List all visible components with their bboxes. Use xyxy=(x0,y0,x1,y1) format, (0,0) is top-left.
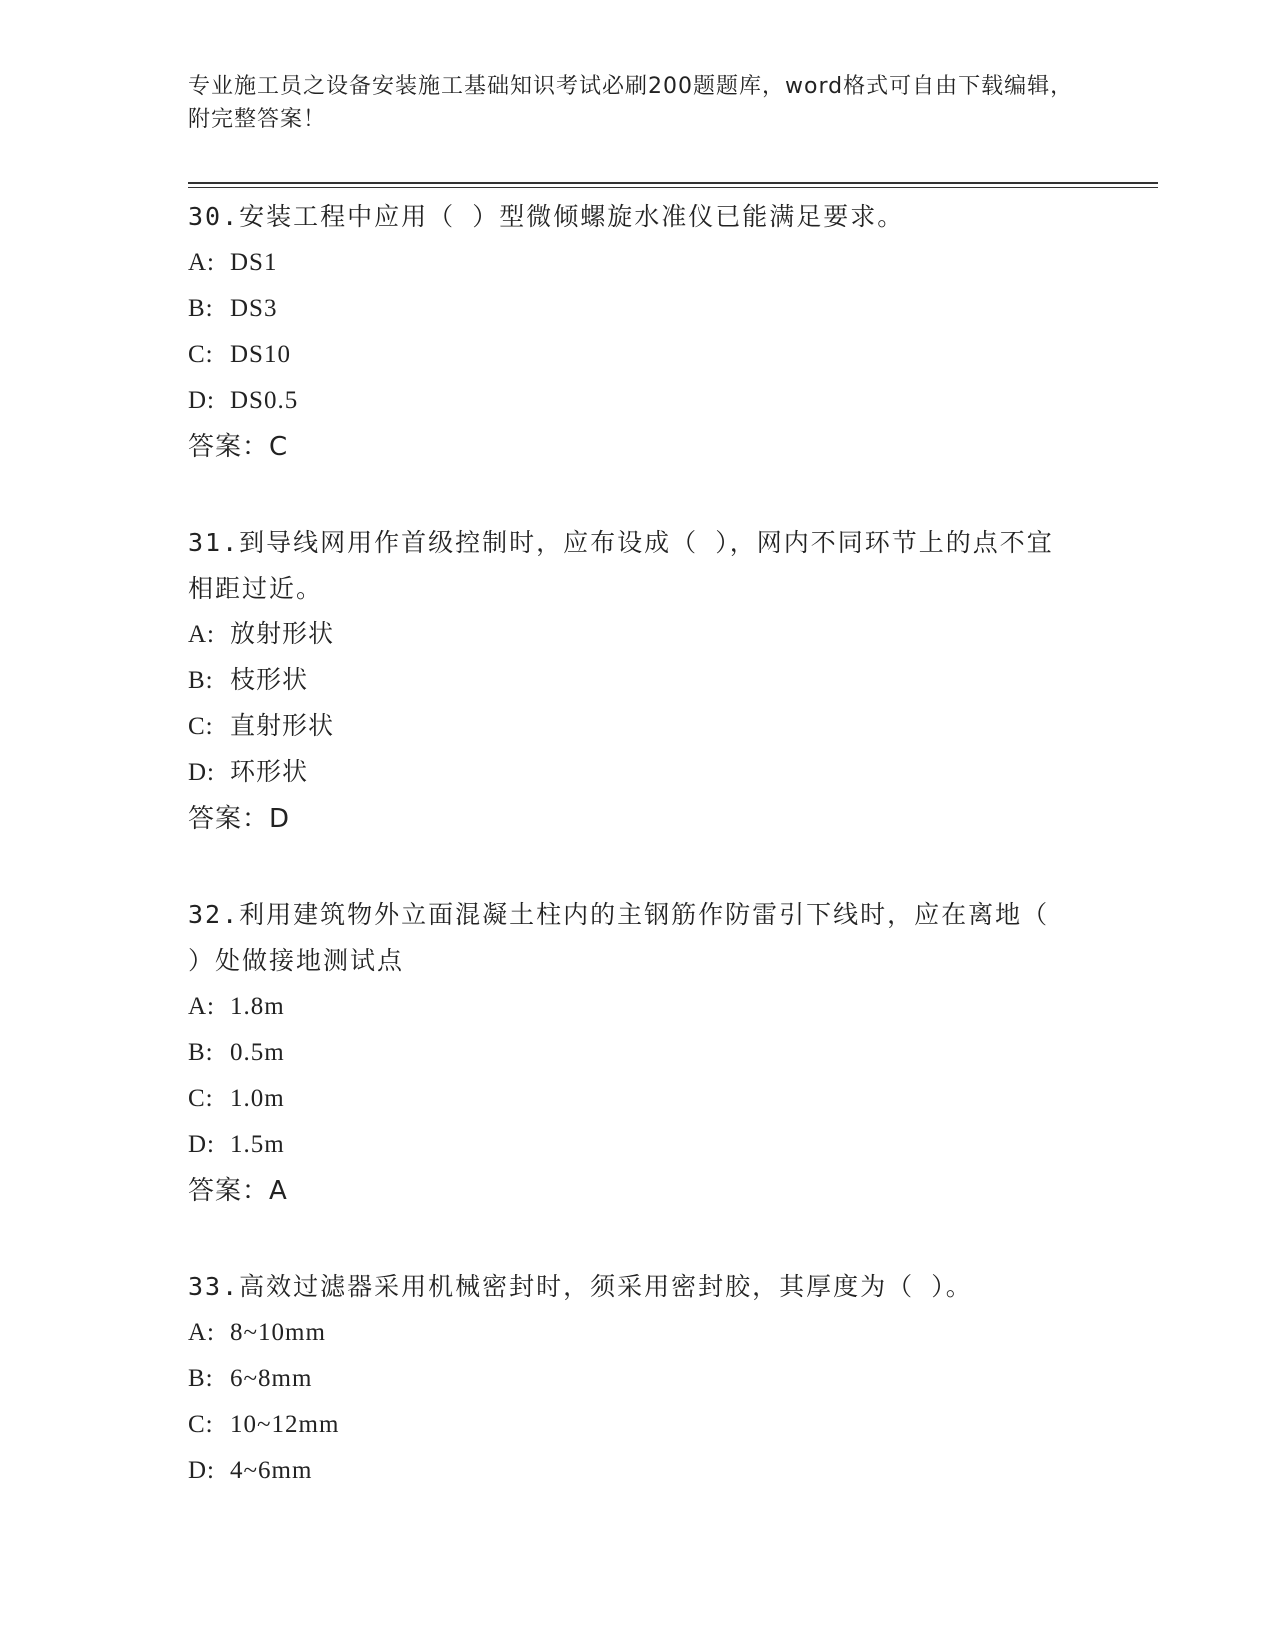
option-a xyxy=(188,612,1148,658)
question-stem: 33.高效过滤器采用机械密封时，须采用密封胶，其厚度为（ ）。 xyxy=(188,1272,973,1301)
option-text: 1.5m xyxy=(230,1131,285,1158)
option-text: 枝形状 xyxy=(230,667,309,694)
answer-line: 答案：A xyxy=(188,1176,288,1206)
option-d xyxy=(188,1122,1148,1168)
question-32 xyxy=(188,892,1148,1214)
option-key: B: xyxy=(188,295,214,322)
spacer xyxy=(188,1214,1148,1258)
option-key: D: xyxy=(188,1131,215,1158)
option-text: DS0.5 xyxy=(230,387,299,414)
option-a xyxy=(188,240,1148,286)
document-page xyxy=(188,70,1148,1494)
option-key: C: xyxy=(188,341,214,368)
option-text: 放射形状 xyxy=(230,621,335,648)
option-text: DS1 xyxy=(230,249,278,276)
question-stem: 30.安装工程中应用（ ）型微倾螺旋水准仪已能满足要求。 xyxy=(188,202,905,231)
spacer xyxy=(188,470,1148,514)
option-key: A: xyxy=(188,621,215,648)
option-key: D: xyxy=(188,759,215,786)
option-key: C: xyxy=(188,713,214,740)
option-key: D: xyxy=(188,387,215,414)
option-text: 1.8m xyxy=(230,993,285,1020)
option-d xyxy=(188,378,1148,424)
option-c xyxy=(188,1402,1148,1448)
option-b xyxy=(188,1356,1148,1402)
option-key: A: xyxy=(188,1319,215,1346)
option-text: 0.5m xyxy=(230,1039,285,1066)
option-text: DS3 xyxy=(230,295,278,322)
option-b xyxy=(188,286,1148,332)
option-b xyxy=(188,1030,1148,1076)
option-c xyxy=(188,1076,1148,1122)
option-text: 环形状 xyxy=(230,759,309,786)
spacer xyxy=(188,842,1148,886)
option-a xyxy=(188,1310,1148,1356)
question-stem: 31.到导线网用作首级控制时，应布设成（ ），网内不同环节上的点不宜相距过近。 xyxy=(188,528,1054,603)
option-b xyxy=(188,658,1148,704)
option-text: 8~10mm xyxy=(230,1319,326,1346)
option-key: A: xyxy=(188,249,215,276)
option-d xyxy=(188,750,1148,796)
option-text: 直射形状 xyxy=(230,713,335,740)
answer-line: 答案：C xyxy=(188,432,289,462)
option-text: 4~6mm xyxy=(230,1457,313,1484)
question-stem: 32.利用建筑物外立面混凝土柱内的主钢筋作防雷引下线时，应在离地（ ）处做接地测试点 xyxy=(188,900,1050,975)
option-text: 1.0m xyxy=(230,1085,285,1112)
option-key: C: xyxy=(188,1085,214,1112)
option-key: D: xyxy=(188,1457,215,1484)
option-key: C: xyxy=(188,1411,214,1438)
question-30 xyxy=(188,194,1148,470)
option-key: B: xyxy=(188,667,214,694)
option-c xyxy=(188,332,1148,378)
option-key: B: xyxy=(188,1039,214,1066)
question-31 xyxy=(188,520,1148,842)
option-a xyxy=(188,984,1148,1030)
option-text: DS10 xyxy=(230,341,291,368)
divider-line-thick xyxy=(188,182,1158,184)
option-c xyxy=(188,704,1148,750)
answer-line: 答案：D xyxy=(188,804,291,834)
document-header: 专业施工员之设备安装施工基础知识考试必刷200题题库，word格式可自由下载编辑，附完整答案！ xyxy=(188,74,1074,132)
option-d xyxy=(188,1448,1148,1494)
option-key: A: xyxy=(188,993,215,1020)
question-33 xyxy=(188,1264,1148,1494)
option-text: 6~8mm xyxy=(230,1365,313,1392)
option-text: 10~12mm xyxy=(230,1411,340,1438)
option-key: B: xyxy=(188,1365,214,1392)
header-divider xyxy=(188,182,1158,188)
divider-line-thin xyxy=(188,187,1158,188)
